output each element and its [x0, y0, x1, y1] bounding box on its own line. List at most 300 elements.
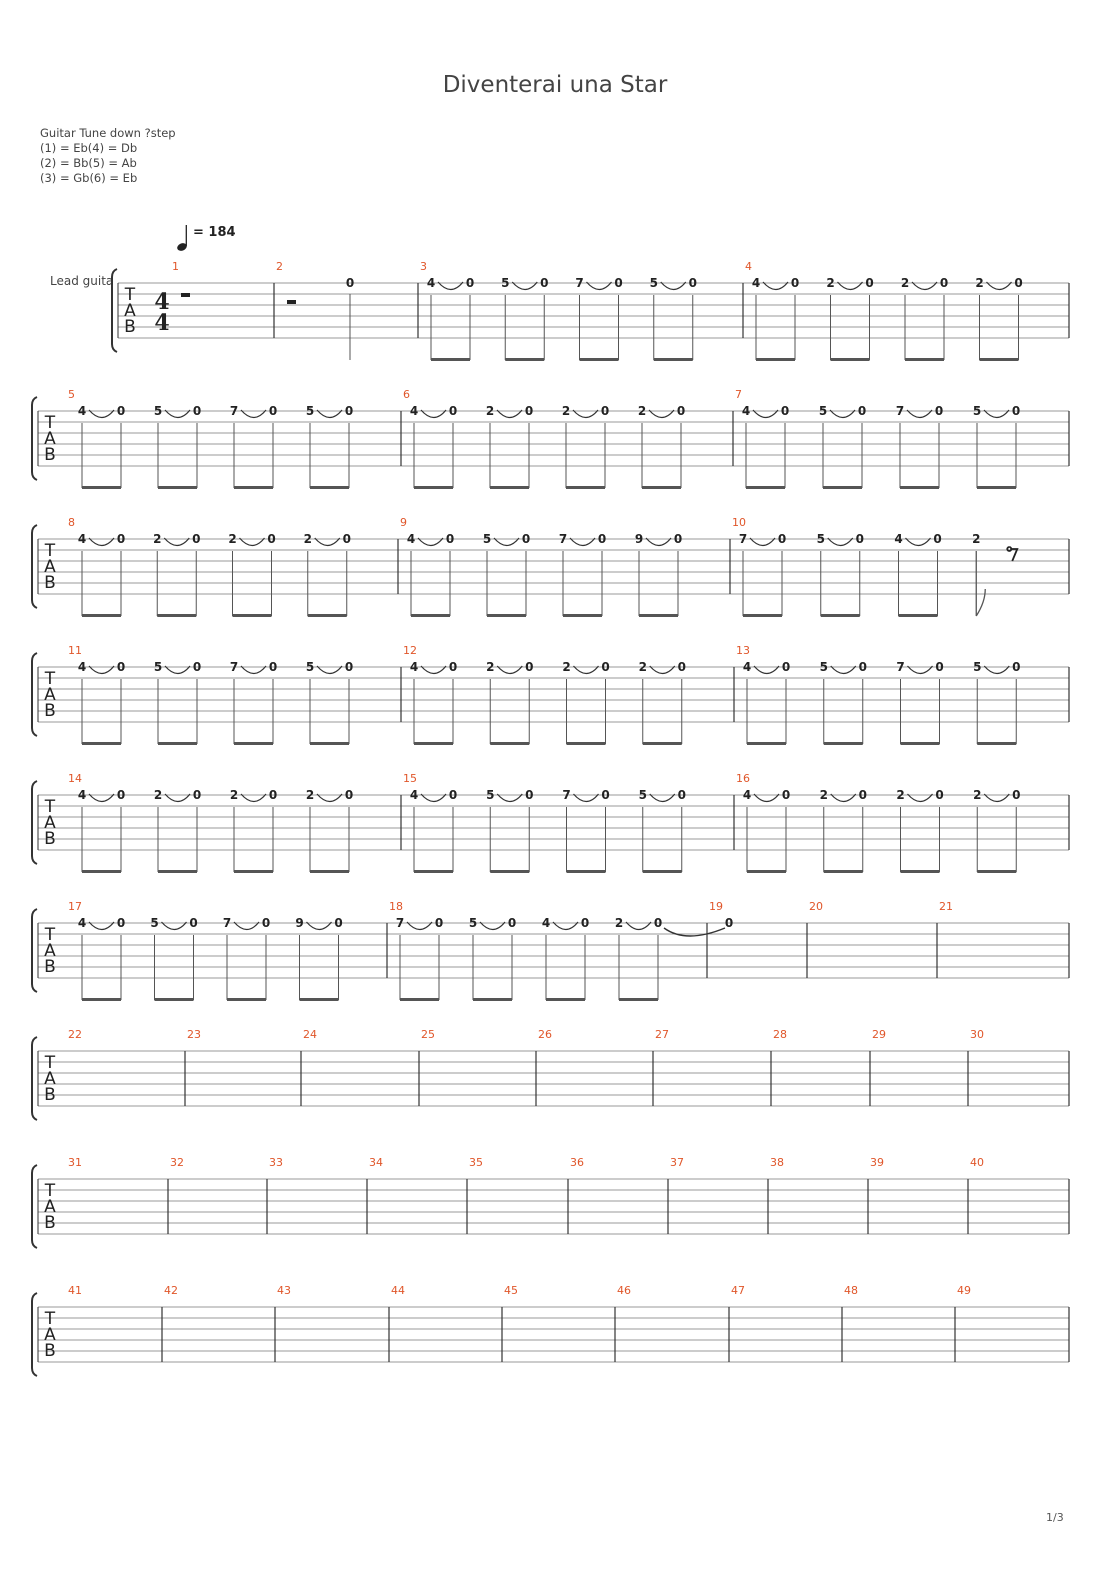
measure-number: 46: [617, 1284, 631, 1297]
measure-number: 5: [68, 388, 75, 401]
beam: [580, 358, 619, 361]
fret-number: 5: [153, 404, 163, 418]
beam: [642, 486, 681, 489]
fret-number: 0: [935, 660, 944, 674]
fret-number: 7: [738, 532, 748, 546]
fret-number: 5: [486, 788, 495, 802]
tab-label-b: B: [44, 829, 56, 849]
staff-system: [32, 397, 1069, 480]
beam: [414, 870, 453, 873]
measure-number: 39: [870, 1156, 884, 1169]
fret-number: 5: [638, 788, 647, 802]
fret-number: 0: [268, 788, 278, 802]
fret-number: 0: [600, 404, 610, 418]
beam: [233, 614, 272, 617]
fret-number: 7: [229, 404, 239, 418]
fret-number: 0: [116, 660, 126, 674]
beam: [82, 614, 121, 617]
tuning-header: Guitar Tune down ?step: [40, 126, 176, 140]
beam: [487, 614, 526, 617]
fret-number: 4: [409, 788, 419, 802]
beam: [824, 742, 863, 745]
fret-number: 0: [465, 276, 475, 290]
beam: [654, 358, 693, 361]
staff-bracket: [32, 653, 37, 736]
tab-label-t: T: [44, 925, 56, 945]
fret-number: 0: [653, 916, 663, 930]
beam: [227, 998, 266, 1001]
fret-number: 0: [525, 660, 534, 674]
fret-number: 0: [724, 916, 734, 930]
fret-number: 0: [189, 916, 198, 930]
half-rest-icon: [181, 293, 190, 297]
measure-number: 33: [269, 1156, 283, 1169]
measure-number: 18: [389, 900, 403, 913]
beam: [400, 998, 439, 1001]
staff-system: [32, 525, 1069, 608]
fret-number: 0: [780, 404, 790, 418]
fret-number: 0: [261, 916, 271, 930]
beam: [158, 870, 197, 873]
fret-number: 0: [116, 404, 126, 418]
fret-number: 5: [819, 660, 828, 674]
beam: [743, 614, 782, 617]
staff-bracket: [32, 525, 37, 608]
beam: [977, 486, 1016, 489]
fret-number: 0: [1012, 788, 1021, 802]
fret-number: 9: [295, 916, 304, 930]
fret-number: 4: [77, 404, 87, 418]
time-signature-numerator: 4: [154, 289, 170, 315]
staff-bracket: [32, 781, 37, 864]
beam: [756, 358, 795, 361]
beam: [490, 870, 529, 873]
fret-number: 0: [448, 404, 458, 418]
measure-number: 16: [736, 772, 750, 785]
tab-label-b: B: [44, 957, 56, 977]
fret-number: 7: [895, 404, 905, 418]
tab-label-t: T: [44, 541, 56, 561]
fret-number: 0: [192, 404, 202, 418]
measure-number: 12: [403, 644, 417, 657]
fret-number: 4: [742, 660, 752, 674]
fret-number: 0: [933, 532, 942, 546]
beam: [234, 486, 273, 489]
tab-label-b: B: [44, 573, 56, 593]
beam: [567, 742, 606, 745]
fret-number: 2: [972, 532, 981, 546]
fret-number: 2: [826, 276, 835, 290]
tab-label-b: B: [44, 701, 56, 721]
beam: [899, 614, 938, 617]
fret-number: 5: [973, 660, 982, 674]
staff-bracket: [32, 397, 37, 480]
tuning-line: (2) = Bb(5) = Ab: [40, 156, 137, 170]
staff-bracket: [32, 909, 37, 992]
tab-label-a: A: [44, 813, 56, 833]
beam: [505, 358, 544, 361]
beam: [821, 614, 860, 617]
fret-number: 2: [819, 788, 828, 802]
fret-number: 2: [562, 660, 571, 674]
beam: [158, 742, 197, 745]
fret-number: 0: [448, 660, 458, 674]
eighth-rest-icon: [1007, 547, 1017, 561]
fret-number: 0: [601, 660, 610, 674]
staff-system: [32, 909, 1069, 992]
fret-number: 0: [777, 532, 787, 546]
beam: [619, 998, 658, 1001]
time-signature-denominator: 4: [154, 310, 170, 336]
staff-system: [32, 1037, 1069, 1120]
beam: [643, 870, 682, 873]
fret-number: 2: [896, 788, 905, 802]
tab-label-b: B: [44, 1213, 56, 1233]
beam: [900, 486, 939, 489]
fret-number: 2: [153, 532, 162, 546]
fret-number: 0: [448, 788, 458, 802]
beam: [639, 614, 678, 617]
fret-number: 0: [507, 916, 517, 930]
measure-number: 28: [773, 1028, 787, 1041]
beam: [490, 742, 529, 745]
fret-number: 0: [344, 404, 354, 418]
fret-number: 4: [741, 404, 751, 418]
fret-number: 5: [649, 276, 658, 290]
fret-number: 4: [541, 916, 551, 930]
fret-number: 0: [939, 276, 949, 290]
beam: [300, 998, 339, 1001]
fret-number: 0: [525, 788, 534, 802]
measure-number: 8: [68, 516, 75, 529]
beam: [82, 870, 121, 873]
fret-number: 2: [637, 404, 647, 418]
staff-system: [32, 781, 1069, 864]
beam: [411, 614, 450, 617]
fret-number: 0: [192, 788, 202, 802]
fret-number: 0: [267, 532, 276, 546]
beam: [563, 614, 602, 617]
fret-number: 7: [562, 788, 571, 802]
tab-label-b: B: [44, 1341, 56, 1361]
fret-number: 7: [575, 276, 584, 290]
fret-number: 4: [77, 660, 87, 674]
fret-number: 4: [751, 276, 761, 290]
tab-label-a: A: [44, 1197, 56, 1217]
fret-number: 2: [638, 660, 647, 674]
beam: [158, 486, 197, 489]
fret-number: 0: [614, 276, 623, 290]
fret-number: 7: [229, 660, 239, 674]
fret-number: 2: [973, 788, 982, 802]
staff-system: [32, 1165, 1069, 1248]
beam: [824, 870, 863, 873]
fret-number: 0: [673, 532, 683, 546]
fret-number: 0: [676, 404, 686, 418]
fret-number: 2: [614, 916, 624, 930]
fret-number: 0: [601, 788, 610, 802]
fret-number: 4: [742, 788, 752, 802]
beam: [310, 870, 349, 873]
measure-number: 4: [745, 260, 752, 273]
beam: [746, 486, 785, 489]
tab-label-a: A: [124, 301, 136, 321]
beam: [155, 998, 194, 1001]
beam: [431, 358, 470, 361]
tab-label-b: B: [44, 1085, 56, 1105]
fret-number: 4: [409, 404, 419, 418]
measure-number: 31: [68, 1156, 82, 1169]
beam: [308, 614, 347, 617]
page-title: Diventerai una Star: [442, 72, 668, 98]
beam: [980, 358, 1019, 361]
tab-label-t: T: [44, 797, 56, 817]
beam: [977, 742, 1016, 745]
fret-number: 0: [344, 660, 354, 674]
beam: [643, 742, 682, 745]
fret-number: 7: [222, 916, 232, 930]
fret-number: 2: [975, 276, 984, 290]
fret-number: 5: [501, 276, 510, 290]
staff-bracket: [32, 1165, 37, 1248]
instrument-label: Lead guita: [50, 274, 114, 288]
fret-number: 2: [305, 788, 315, 802]
measure-number: 35: [469, 1156, 483, 1169]
fret-number: 5: [305, 660, 315, 674]
fret-number: 2: [485, 404, 495, 418]
fret-number: 0: [781, 788, 791, 802]
tab-label-b: B: [44, 445, 56, 465]
tie-arc: [664, 928, 725, 936]
fret-number: 0: [580, 916, 590, 930]
beam: [82, 998, 121, 1001]
fret-number: 0: [434, 916, 444, 930]
measure-number: 30: [970, 1028, 984, 1041]
fret-number: 7: [558, 532, 568, 546]
fret-number: 0: [597, 532, 607, 546]
fret-number: 5: [153, 660, 163, 674]
fret-number: 4: [77, 916, 87, 930]
measure-number: 47: [731, 1284, 745, 1297]
fret-number: 2: [229, 788, 239, 802]
fret-number: 2: [153, 788, 163, 802]
tab-label-t: T: [44, 1181, 56, 1201]
measure-number: 49: [957, 1284, 971, 1297]
beam: [977, 870, 1016, 873]
measure-number: 21: [939, 900, 953, 913]
beam: [82, 486, 121, 489]
fret-number: 0: [116, 532, 126, 546]
fret-number: 0: [855, 532, 864, 546]
beam: [157, 614, 196, 617]
fret-number: 0: [935, 788, 944, 802]
measure-number: 36: [570, 1156, 584, 1169]
fret-number: 0: [1012, 660, 1021, 674]
tab-label-a: A: [44, 1069, 56, 1089]
fret-number: 0: [858, 660, 867, 674]
measure-number: 48: [844, 1284, 858, 1297]
staff-bracket: [32, 1037, 37, 1120]
fret-number: 0: [192, 660, 202, 674]
measure-number: 38: [770, 1156, 784, 1169]
tab-label-t: T: [44, 1053, 56, 1073]
fret-number: 2: [303, 532, 312, 546]
measure-number: 20: [809, 900, 823, 913]
measure-number: 44: [391, 1284, 405, 1297]
measure-number: 29: [872, 1028, 886, 1041]
fret-number: 5: [482, 532, 492, 546]
beam: [747, 742, 786, 745]
fret-number: 2: [900, 276, 910, 290]
measure-number: 9: [400, 516, 407, 529]
measure-number: 17: [68, 900, 82, 913]
measure-number: 41: [68, 1284, 82, 1297]
fret-number: 4: [409, 660, 419, 674]
measure-number: 22: [68, 1028, 82, 1041]
beam: [901, 870, 940, 873]
beam: [82, 742, 121, 745]
beam: [905, 358, 944, 361]
measure-number: 10: [732, 516, 746, 529]
measure-number: 43: [277, 1284, 291, 1297]
fret-number: 0: [858, 788, 867, 802]
tab-label-b: B: [124, 317, 136, 337]
fret-number: 5: [305, 404, 315, 418]
fret-number: 5: [972, 404, 982, 418]
fret-number: 5: [150, 916, 159, 930]
fret-number: 0: [334, 916, 343, 930]
beam: [490, 486, 529, 489]
tab-label-a: A: [44, 557, 56, 577]
beam: [234, 742, 273, 745]
measure-number: 37: [670, 1156, 684, 1169]
fret-number: 5: [818, 404, 828, 418]
staff-bracket: [32, 1293, 37, 1376]
fret-number: 9: [634, 532, 644, 546]
fret-number: 0: [116, 916, 126, 930]
fret-number: 0: [865, 276, 874, 290]
fret-number: 0: [445, 532, 455, 546]
beam: [747, 870, 786, 873]
measure-number: 15: [403, 772, 417, 785]
fret-number: 0: [192, 532, 201, 546]
measure-number: 6: [403, 388, 410, 401]
fret-number: 0: [688, 276, 697, 290]
fret-number: 0: [268, 404, 278, 418]
fret-number: 0: [524, 404, 534, 418]
staff-system: [112, 269, 1069, 352]
page-number: 1/3: [1046, 1511, 1064, 1524]
fret-number: 2: [486, 660, 495, 674]
measure-number: 3: [420, 260, 427, 273]
measure-number: 40: [970, 1156, 984, 1169]
fret-number: 0: [344, 788, 354, 802]
tab-label-a: A: [44, 685, 56, 705]
tab-label-t: T: [44, 413, 56, 433]
tuning-line: (3) = Gb(6) = Eb: [40, 171, 138, 185]
measure-number: 45: [504, 1284, 518, 1297]
beam: [414, 742, 453, 745]
tab-label-a: A: [44, 1325, 56, 1345]
measure-number: 19: [709, 900, 723, 913]
measure-number: 26: [538, 1028, 552, 1041]
measure-number: 27: [655, 1028, 669, 1041]
fret-number: 0: [116, 788, 126, 802]
half-rest-icon: [287, 300, 296, 304]
fret-number: 0: [342, 532, 351, 546]
measure-number: 23: [187, 1028, 201, 1041]
fret-number: 4: [77, 532, 87, 546]
measure-number: 13: [736, 644, 750, 657]
tab-label-a: A: [44, 429, 56, 449]
fret-number: 4: [426, 276, 436, 290]
measure-number: 32: [170, 1156, 184, 1169]
fret-number: 0: [790, 276, 800, 290]
measure-number: 24: [303, 1028, 317, 1041]
measure-number: 11: [68, 644, 82, 657]
beam: [310, 742, 349, 745]
beam: [234, 870, 273, 873]
beam: [310, 486, 349, 489]
tempo-value: = 184: [193, 225, 236, 240]
beam: [473, 998, 512, 1001]
beam: [901, 742, 940, 745]
staff-system: [32, 653, 1069, 736]
tab-label-t: T: [44, 1309, 56, 1329]
fret-number: 0: [345, 276, 355, 290]
fret-number: 4: [77, 788, 87, 802]
fret-number: 0: [268, 660, 278, 674]
beam: [566, 486, 605, 489]
fret-number: 0: [677, 788, 686, 802]
measure-number: 42: [164, 1284, 178, 1297]
fret-number: 0: [521, 532, 531, 546]
tab-label-t: T: [124, 285, 136, 305]
beam: [567, 870, 606, 873]
fret-number: 0: [1014, 276, 1023, 290]
fret-number: 0: [934, 404, 944, 418]
measure-number: 1: [172, 260, 179, 273]
staff-system: [32, 1293, 1069, 1376]
fret-number: 2: [228, 532, 237, 546]
measure-number: 7: [735, 388, 742, 401]
fret-number: 0: [1011, 404, 1021, 418]
tab-label-t: T: [44, 669, 56, 689]
measure-number: 2: [276, 260, 283, 273]
staff-bracket: [112, 269, 117, 352]
fret-number: 4: [894, 532, 903, 546]
beam: [823, 486, 862, 489]
fret-number: 5: [468, 916, 478, 930]
measure-number: 14: [68, 772, 82, 785]
beam: [414, 486, 453, 489]
fret-number: 5: [816, 532, 825, 546]
fret-number: 0: [857, 404, 867, 418]
fret-number: 7: [896, 660, 905, 674]
beam: [831, 358, 870, 361]
fret-number: 4: [406, 532, 416, 546]
measure-number: 34: [369, 1156, 383, 1169]
fret-number: 7: [395, 916, 405, 930]
fret-number: 0: [781, 660, 791, 674]
fret-number: 0: [540, 276, 549, 290]
tab-label-a: A: [44, 941, 56, 961]
tuning-line: (1) = Eb(4) = Db: [40, 141, 138, 155]
fret-number: 2: [561, 404, 571, 418]
beam: [546, 998, 585, 1001]
fret-number: 0: [677, 660, 686, 674]
measure-number: 25: [421, 1028, 435, 1041]
